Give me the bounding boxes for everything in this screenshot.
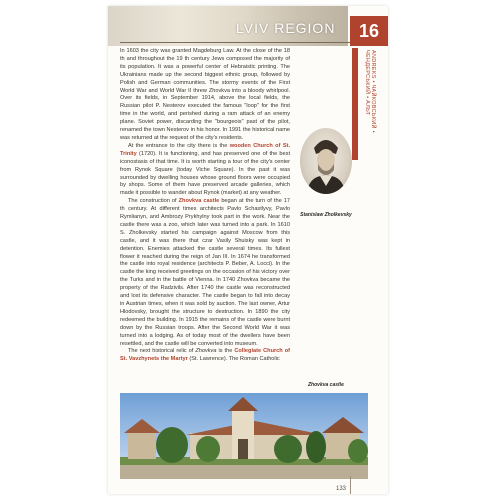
portrait-drawing xyxy=(300,128,352,194)
tree-left xyxy=(156,427,188,463)
page-header xyxy=(108,6,388,46)
castle-drawing xyxy=(120,393,368,479)
region-title: LVIV REGION xyxy=(236,20,336,36)
paragraph-4-mid: is the xyxy=(216,348,235,355)
highlight-zhovkva-castle: Zhovkva castle xyxy=(178,198,220,205)
paragraph-4-town: Zhovkva xyxy=(195,348,217,355)
tree-far-right xyxy=(348,439,368,463)
article-body xyxy=(120,48,290,364)
castle-square xyxy=(120,463,368,479)
castle-photo xyxy=(120,393,368,479)
paragraph-2-rest: (1720). It is functioning, and has preserved one of the best iconostasis of that time. It is worth starting a tour of the city's center from Rynok Square (today Viche Square). In the past it was surrounded by dwelling houses whose ground floors were occupied by shops. Some of them have preserved arcade galleries, which made it possible to wander about Rynok (market) at any weather. xyxy=(120,150,290,197)
page-number: 133 xyxy=(336,486,347,492)
castle-gate xyxy=(238,439,248,459)
paragraph-1: In 1603 the city was granted Magdeburg Law. At the close of the 18 th and throughout the 19 th century Jews composed the majority of its population. It was a powerful center of Hebraistic printing. The Ukrainians made up the second biggest ethnic group, followed by Polish and German communities. The stormy events of the First World War and World War II threw Zhovkva into a bloody whirlpool. Over its fields, in September 1914, above the local fields, the Russian pilot P. Nesterov executed the famous "loop" for the first time in the world, and perished during a ram attack of an enemy plane. Soviet power, discarding the "bourgeois" past of the pilot, renamed the town Nesterov in his honor. In 1991 the historical name was returned at the request of the city's residents. xyxy=(120,48,290,141)
book-page xyxy=(108,6,388,494)
portrait-image xyxy=(300,128,352,194)
paragraph-3-intro: The construction of xyxy=(128,198,179,205)
highlight-collegiate-church: Collegiate Church of St. Vavzhynets the Martyr xyxy=(120,348,290,363)
portrait-caption: Stanislaw Zholkevsky xyxy=(300,212,352,218)
side-tab xyxy=(350,48,388,168)
paragraph-3 xyxy=(120,198,290,348)
paragraph-4-intro: The next historical relic of xyxy=(128,348,196,355)
paragraph-4 xyxy=(120,348,290,364)
header-rule xyxy=(120,42,352,43)
tree-mid-left xyxy=(196,436,220,462)
castle-caption: Zhovkva castle xyxy=(308,382,344,388)
paragraph-2-intro: At the entrance to the city there is the xyxy=(128,142,230,149)
castle-side-building xyxy=(128,431,156,459)
chapter-number-badge: 16 xyxy=(350,16,388,46)
footer-rule xyxy=(350,476,351,494)
tree-right xyxy=(306,431,326,463)
side-tab-bar xyxy=(352,48,358,160)
paragraph-4-rest: (St. Lawrence). The Roman Catholic xyxy=(187,356,280,363)
highlight-church-trinity: wooden Church of St. Trinity xyxy=(120,142,290,157)
paragraph-2 xyxy=(120,143,290,198)
side-tab-label: ANDREKS • ЧАЙКОВСЬКИЙ • ЧЕНДЕРСЬКИЙ • АЛЬТ xyxy=(364,50,376,133)
paragraph-3-rest: began at the turn of the 17 th century. At different times architects Pavlo Schastlyvy, Pavlo Rymlianyn, and Ambrozy Prykhylny took part in the work. Near the castle there was a zoo, which later was turned into a park. In 1610 S. Zholkevsky started his campaign against Moscow from this castle, and it was there that czar Vasily Shuisky was kept in detention. Enemies attacked the castle several times. Its fullest flower it reached during the reign of Jan III. In 1674 he transformed the castle into royal residence (architects P. Beber, A. Locci). In the castle the king received greetings on the occasion of his victory over the Turks and in the battle of Vienna. In 1740 Zhovkva became the property of the Radzivils. After 1740 the castle was reconstructed and lost its defensive character. The castle began to fall into decay in Austrian times, when it was sold by auction. The last owner, Artur Hlodovsky, brought the structure to destruction. In 1890 the city redeemed the building. In 1915 the remains of the castle were burnt down by the Russian troops. After the Second World War it was turned into a lodging. As of today most of the dwellers have been resettled, and the castle will be converted into museum. xyxy=(120,198,290,347)
tree-mid-right xyxy=(274,435,302,463)
